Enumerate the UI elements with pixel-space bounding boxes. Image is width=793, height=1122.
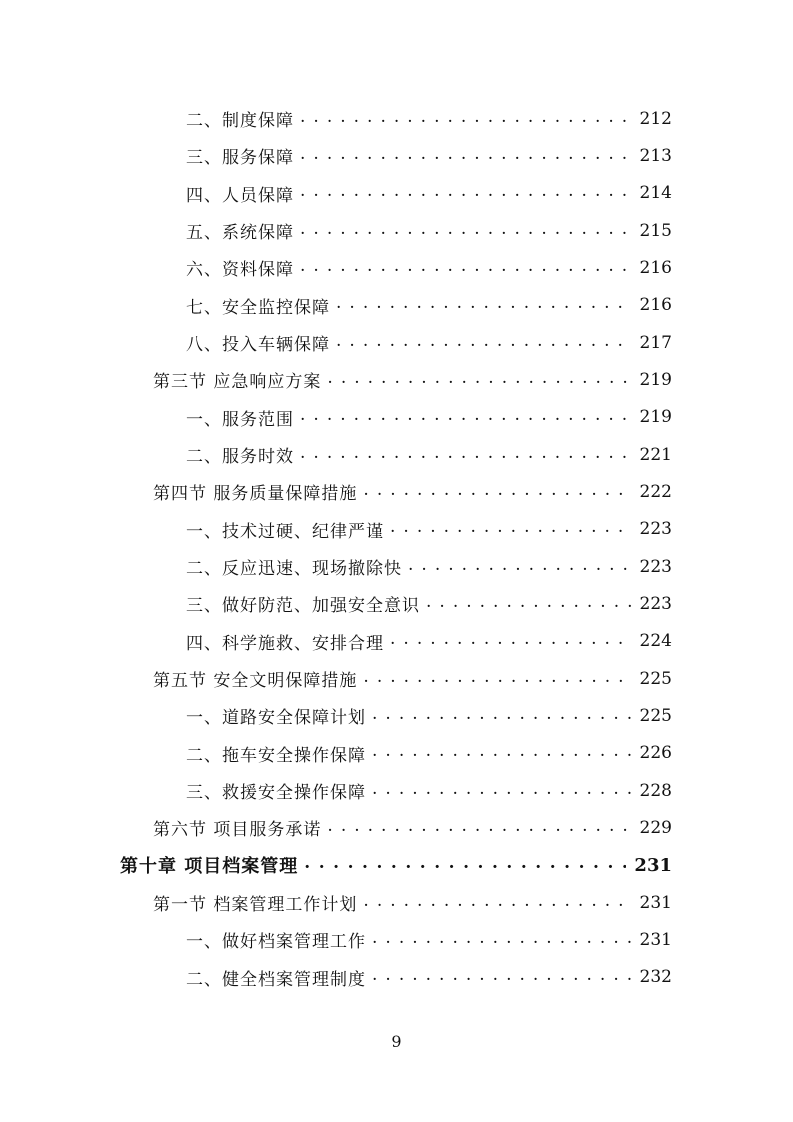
toc-entry[interactable] — [0, 100, 672, 137]
toc-entry-page: 228 — [639, 780, 672, 801]
page-number: 9 — [391, 1032, 402, 1051]
toc-entry-page: 222 — [639, 481, 672, 502]
toc-entry-title: 五、系统保障 — [186, 223, 294, 244]
toc-entry[interactable] — [0, 735, 672, 772]
toc-entry-page: 219 — [639, 369, 672, 390]
toc-entry-page: 225 — [639, 668, 672, 689]
toc-entry-page: 216 — [639, 295, 672, 316]
toc-entry-title: 四、科学施救、安排合理 — [186, 633, 384, 654]
dot-leader — [336, 333, 632, 353]
toc-entry[interactable] — [0, 921, 672, 958]
toc-entry-title: 二、服务时效 — [186, 447, 294, 468]
toc-entry[interactable] — [0, 959, 672, 996]
toc-entry-title: 一、做好档案管理工作 — [186, 932, 366, 953]
toc-entry-title: 四、人员保障 — [186, 185, 294, 206]
toc-entry-title: 第五节 安全文明保障措施 — [153, 671, 358, 692]
dot-leader — [300, 445, 632, 465]
dot-leader — [372, 781, 632, 801]
dot-leader — [327, 818, 631, 838]
toc-entry-title: 第四节 服务质量保障措施 — [153, 484, 358, 505]
toc-entry[interactable] — [0, 249, 672, 286]
toc-entry-page: 223 — [639, 593, 672, 614]
toc-entry-title: 第十章 项目档案管理 — [120, 856, 299, 878]
toc-entry-title: 一、技术过硬、纪律严谨 — [186, 521, 384, 542]
toc-entry-title: 八、投入车辆保障 — [186, 335, 330, 356]
dot-leader — [327, 370, 631, 390]
toc-entry[interactable] — [0, 473, 672, 510]
toc-entry-title: 一、服务范围 — [186, 409, 294, 430]
dot-leader — [372, 930, 632, 950]
toc-entry-page: 232 — [639, 967, 672, 988]
toc-entry[interactable] — [0, 436, 672, 473]
toc-entry-page: 219 — [639, 407, 672, 428]
toc-entry-page: 223 — [639, 519, 672, 540]
dot-leader — [372, 967, 632, 987]
toc-entry-title: 三、救援安全操作保障 — [186, 783, 366, 804]
toc-entry-title: 三、服务保障 — [186, 148, 294, 169]
toc-entry[interactable] — [0, 287, 672, 324]
dot-leader — [300, 407, 632, 427]
toc-entry[interactable] — [0, 660, 672, 697]
dot-leader — [300, 183, 632, 203]
toc-entry[interactable] — [0, 137, 672, 174]
toc-entry[interactable] — [0, 399, 672, 436]
dot-leader — [390, 631, 632, 651]
toc-entry-page: 217 — [639, 332, 672, 353]
toc-entry-page: 213 — [639, 145, 672, 166]
toc-entry-page: 231 — [639, 929, 672, 950]
dot-leader — [304, 855, 626, 875]
dot-leader — [300, 146, 632, 166]
toc-entry[interactable] — [0, 809, 672, 846]
toc-entry-title: 七、安全监控保障 — [186, 297, 330, 318]
toc-entry-page: 224 — [639, 631, 672, 652]
toc-entry-title: 第三节 应急响应方案 — [153, 372, 322, 393]
toc-entry-title: 六、资料保障 — [186, 260, 294, 281]
toc-entry-title: 二、制度保障 — [186, 111, 294, 132]
toc-entry-title: 二、拖车安全操作保障 — [186, 745, 366, 766]
toc-entry[interactable] — [0, 585, 672, 622]
dot-leader — [363, 669, 631, 689]
toc-entry-page: 221 — [639, 444, 672, 465]
toc-entry-page: 212 — [639, 108, 672, 129]
dot-leader — [372, 743, 632, 763]
dot-leader — [300, 258, 632, 278]
dot-leader — [363, 893, 631, 913]
dot-leader — [426, 594, 632, 614]
toc-entry[interactable] — [0, 772, 672, 809]
dot-leader — [390, 519, 632, 539]
dot-leader — [408, 557, 632, 577]
toc-entry[interactable] — [0, 548, 672, 585]
toc-entry-page: 231 — [634, 854, 672, 876]
toc-entry[interactable] — [0, 175, 672, 212]
toc-entry[interactable] — [0, 212, 672, 249]
toc-entry-page: 225 — [639, 705, 672, 726]
toc-entry-title: 二、健全档案管理制度 — [186, 969, 366, 990]
toc-entry[interactable] — [0, 847, 672, 884]
toc-entry-page: 226 — [639, 743, 672, 764]
toc-entry-page: 214 — [639, 183, 672, 204]
toc-entry[interactable] — [0, 884, 672, 921]
toc-entry-page: 231 — [639, 892, 672, 913]
toc-entry-page: 215 — [639, 220, 672, 241]
toc-entry[interactable] — [0, 324, 672, 361]
toc-entry-title: 一、道路安全保障计划 — [186, 708, 366, 729]
toc-entry-title: 二、反应迅速、现场撤除快 — [186, 559, 402, 580]
dot-leader — [363, 482, 631, 502]
toc-entry-title: 三、做好防范、加强安全意识 — [186, 596, 420, 617]
toc-entry-page: 216 — [639, 257, 672, 278]
toc-entry-title: 第一节 档案管理工作计划 — [153, 895, 358, 916]
toc-entry-page: 223 — [639, 556, 672, 577]
toc-entry[interactable] — [0, 697, 672, 734]
table-of-contents — [0, 100, 793, 996]
dot-leader — [372, 706, 632, 726]
dot-leader — [336, 295, 632, 315]
toc-entry[interactable] — [0, 361, 672, 398]
dot-leader — [300, 221, 632, 241]
toc-entry-title: 第六节 项目服务承诺 — [153, 820, 322, 841]
dot-leader — [300, 109, 632, 129]
toc-entry[interactable] — [0, 623, 672, 660]
toc-entry-page: 229 — [639, 817, 672, 838]
toc-entry[interactable] — [0, 511, 672, 548]
